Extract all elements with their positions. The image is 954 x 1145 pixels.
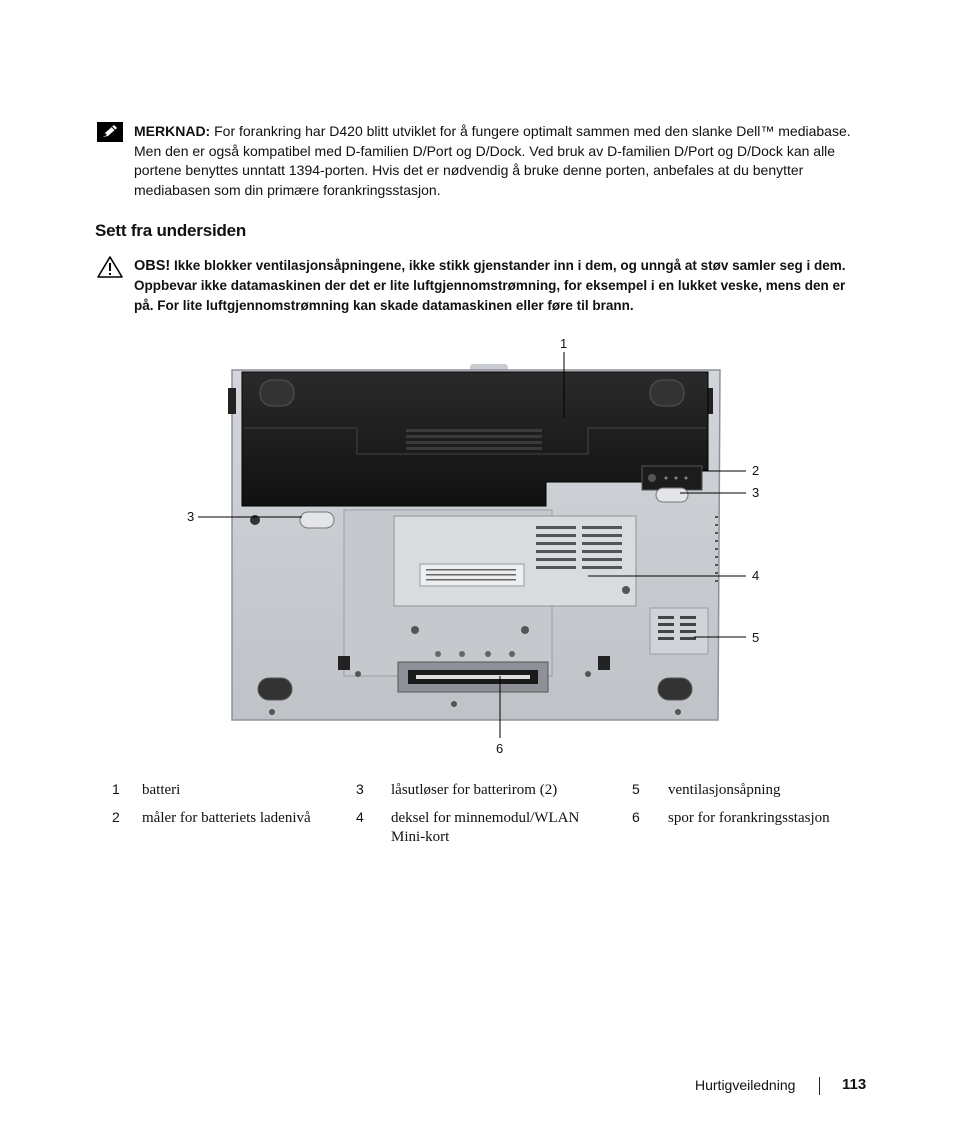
footer-separator	[819, 1077, 820, 1095]
pencil-note-icon	[97, 122, 123, 142]
laptop-underside-figure	[180, 336, 780, 766]
legend-number: 3	[356, 781, 364, 797]
note-label: MERKNAD:	[134, 123, 211, 139]
legend-label: ventilasjonsåpning	[668, 782, 781, 798]
laptop-underside-illustration	[180, 336, 780, 766]
warning-triangle-icon	[97, 256, 123, 284]
legend-number: 4	[356, 809, 364, 825]
callout-3-right: 3	[752, 485, 760, 500]
callout-5: 5	[752, 630, 760, 645]
page-number: 113	[842, 1076, 867, 1093]
caution-body: Ikke blokker ventilasjonsåpningene, ikke stikk gjenstander inn i dem, og unngå at støv samler seg i dem. Oppbevar ikke datamaskinen der det er lite luftgjennomstrømning, for eksempel i en lukket veske, mens den er på. For lite luftgjennomstrømning kan skade datamaskinen eller føre til brann.	[134, 258, 846, 313]
footer-section-name: Hurtigveiledning	[695, 1077, 796, 1093]
callout-3-left: 3	[187, 509, 195, 524]
callout-6: 6	[496, 741, 504, 756]
legend-label: deksel for minnemodul/WLAN Mini-kort	[391, 810, 580, 845]
legend-label: spor for forankringsstasjon	[668, 810, 830, 826]
legend-label: måler for batteriets ladenivå	[142, 810, 311, 826]
legend-number: 5	[632, 781, 640, 797]
legend-number: 1	[112, 781, 120, 797]
callout-2: 2	[752, 463, 760, 478]
note-text	[134, 122, 864, 200]
legend-number: 2	[112, 809, 120, 825]
section-title: Sett fra undersiden	[95, 221, 247, 240]
caution-text	[134, 256, 864, 316]
legend-label: låsutløser for batterirom (2)	[391, 782, 558, 798]
legend-label: batteri	[142, 782, 181, 798]
callout-4: 4	[752, 568, 760, 583]
legend-number: 6	[632, 809, 640, 825]
callout-1: 1	[560, 336, 568, 351]
caution-label: OBS!	[134, 258, 171, 274]
note-body: For forankring har D420 blitt utviklet for å fungere optimalt sammen med den slanke Dell™ mediabase. Men den er også kompatibel med D-familien D/Port og D/Dock. Ved bruk av D-familien D/Port og D/Dock kan alle portene benyttes unntatt 1394-porten. Hvis det er nødvendig å bruke denne porten, anbefales at du benytter mediabasen som din primære forankringsstasjon.	[134, 123, 851, 198]
